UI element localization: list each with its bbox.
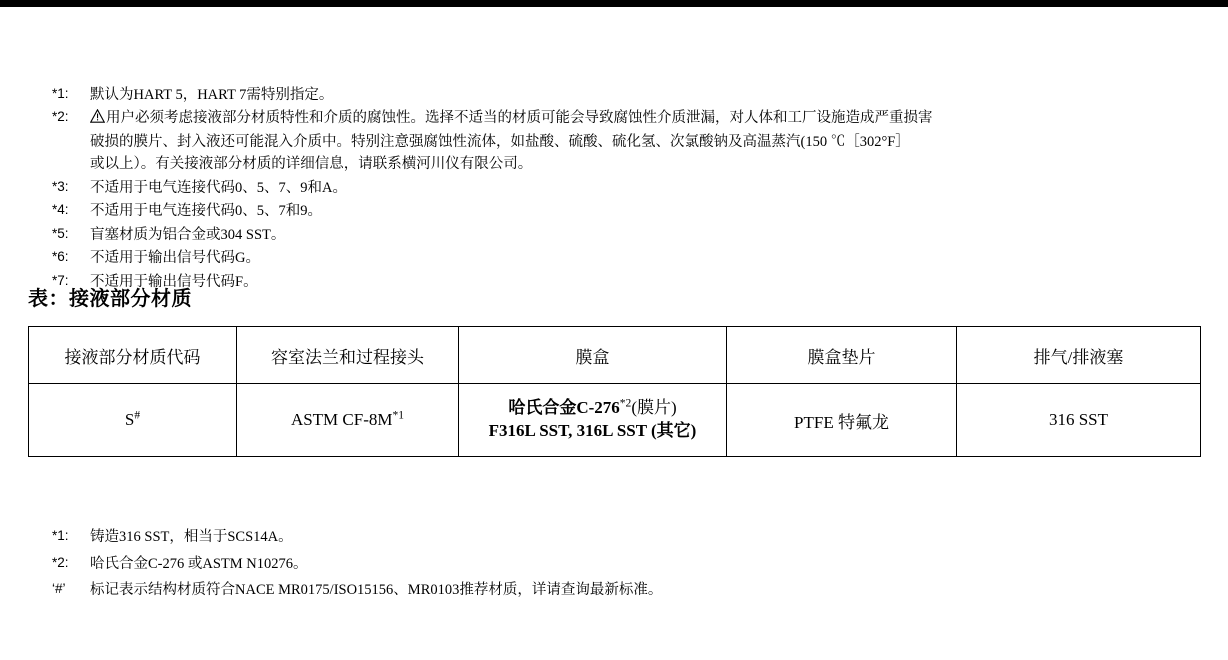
material-code-value: S (124, 410, 135, 429)
footnote-line: 破损的膜片、封入液还可能混入介质中。特别注意强腐蚀性流体，如盐酸、硫酸、硫化氢、次氯酸钠及高温蒸汽(150 ℃［302°F］ (90, 133, 910, 150)
footnote-item (52, 271, 1202, 293)
flange-value: ASTM CF-8M (290, 410, 393, 429)
table-header-cell: 膜盒垫片 (727, 327, 957, 384)
section-title: 表：接液部分材质 (28, 288, 192, 310)
footnote-text (90, 84, 1202, 106)
capsule-part-label: (膜片) (631, 398, 677, 418)
footnote-marker: *6: (52, 249, 69, 265)
footnote-list-lower (52, 525, 1202, 605)
table-header-cell: 接液部分材质代码 (29, 327, 237, 384)
table-header-row (29, 327, 1201, 384)
footnote-text: 不适用于电气连接代码0、5、7和9。 (90, 203, 322, 220)
footnote-item (52, 525, 1202, 550)
footnote-marker: *2: (52, 554, 69, 570)
wetted-parts-material-table (28, 326, 1201, 457)
warning-triangle-icon (90, 108, 105, 130)
footnote-item (52, 224, 1202, 246)
capsule-line-1 (463, 397, 722, 420)
footnote-item (52, 84, 1202, 106)
footnote-list-upper (52, 84, 1202, 294)
capsule-superscript: *2 (619, 396, 632, 410)
footnote-text: 铸造316 SST，相当于SCS14A。 (90, 529, 293, 545)
flange-superscript: *1 (392, 408, 405, 422)
footnote-marker: *2: (52, 109, 69, 125)
capsule-material: 哈氏合金C-276 (508, 398, 620, 418)
footnote-text: 不适用于电气连接代码0、5、7、9和A。 (90, 179, 347, 196)
footnote-marker: *7: (52, 272, 69, 288)
table-header-cell: 容室法兰和过程接头 (237, 327, 459, 384)
table-row (29, 384, 1201, 457)
material-code-superscript: # (134, 408, 141, 422)
footnote-item (52, 177, 1202, 199)
footnote-marker: ‘#’ (52, 581, 66, 597)
footnote-text: 不适用于输出信号代码F。 (90, 273, 258, 290)
table-cell-flange (237, 384, 459, 457)
footnote-text: 不适用于输出信号代码G。 (90, 250, 260, 267)
footnote-item (52, 200, 1202, 222)
table-cell-material-code (29, 384, 237, 457)
footnote-line: 或以上）。有关接液部分材质的详细信息，请联系横河川仪有限公司。 (90, 156, 533, 173)
footnote-marker: *3: (52, 178, 69, 194)
footnote-item (52, 578, 1202, 603)
page-top-rule (0, 0, 1228, 7)
capsule-line-2: F316L SST, 316L SST (其它) (488, 421, 697, 440)
footnote-marker: *4: (52, 202, 69, 218)
table-cell-drain-vent-plug: 316 SST (957, 384, 1201, 457)
table-header-cell: 排气/排液塞 (957, 327, 1201, 384)
footnote-item (52, 552, 1202, 577)
table-cell-gasket: PTFE 特氟龙 (727, 384, 957, 457)
footnote-marker: *5: (52, 225, 69, 241)
footnote-item (52, 107, 1202, 175)
footnote-marker: *1: (52, 528, 69, 543)
footnote-item (52, 247, 1202, 269)
footnote-text: 盲塞材质为铝合金或304 SST。 (90, 226, 286, 243)
footnote-text: 标记表示结构材质符合NACE MR0175/ISO15156、MR0103推荐材质，详请查询最新标准。 (90, 582, 663, 599)
footnote-line: 用户必须考虑接液部分材质特性和介质的腐蚀性。选择不适当的材质可能会导致腐蚀性介质泄漏，对人体和工厂设施造成严重损害 (106, 110, 933, 127)
footnote-line: 默认为HART 5，HART 7需特别指定。 (90, 87, 334, 103)
table-cell-capsule (459, 384, 727, 457)
footnote-text: 哈氏合金C-276 或ASTM N10276。 (90, 555, 308, 572)
footnote-text (90, 107, 1202, 175)
table-header-cell: 膜盒 (459, 327, 727, 384)
footnote-marker: *1: (52, 86, 69, 101)
